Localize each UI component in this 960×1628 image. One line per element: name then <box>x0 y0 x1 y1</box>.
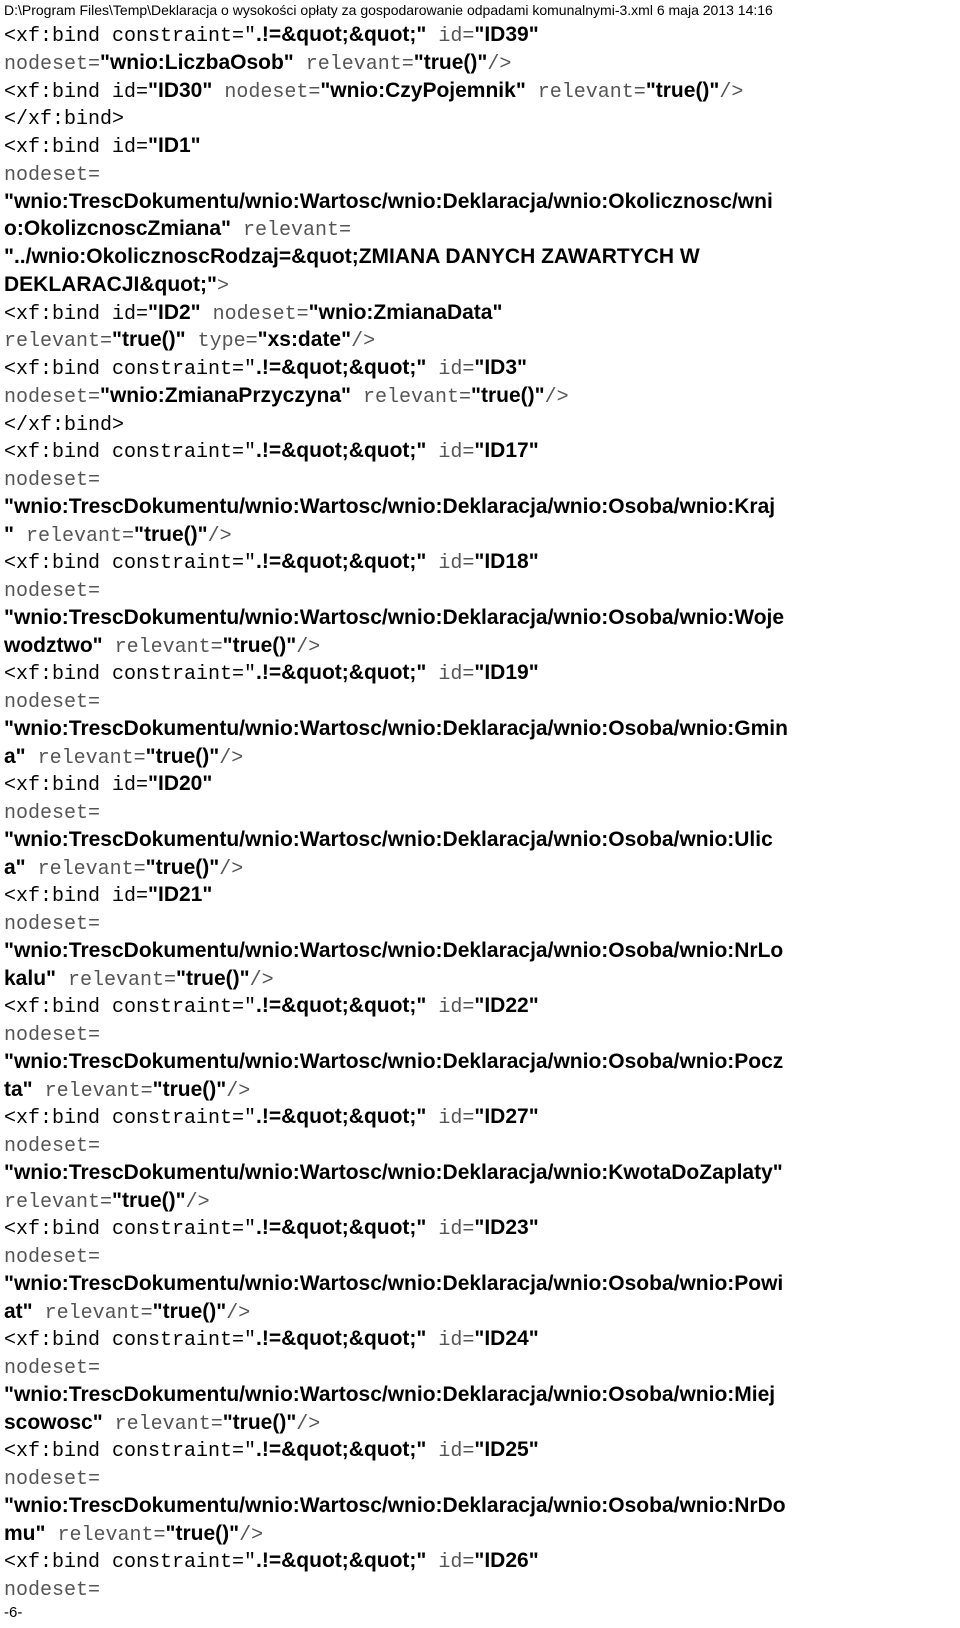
code-markup: relevant= <box>293 52 414 76</box>
code-line <box>4 1547 954 1575</box>
code-line <box>4 992 954 1020</box>
code-value: mu" <box>4 1521 46 1545</box>
code-line <box>4 770 954 798</box>
code-value: "wnio:TrescDokumentu/wnio:Wartosc/wnio:Deklaracja/wnio:Osoba/wnio:NrDo <box>4 1493 786 1517</box>
code-value: "ID39" <box>474 23 539 46</box>
code-value: "wnio:ZmianaData" <box>308 300 503 324</box>
code-value: "true()" <box>645 78 720 102</box>
code-line <box>4 909 954 937</box>
code-value: .!=&quot;&quot;" <box>256 994 427 1018</box>
code-value: "ID25" <box>474 1438 539 1462</box>
code-markup: nodeset= <box>4 1024 101 1047</box>
code-line <box>4 1353 954 1381</box>
code-markup: <xf:bind id= <box>4 885 149 909</box>
code-markup: /> <box>185 1190 210 1214</box>
code-value: "ID2" <box>148 300 201 324</box>
code-markup: relevant= <box>25 746 146 770</box>
code-markup: <xf:bind constraint=" <box>4 1329 257 1353</box>
code-line <box>4 49 954 77</box>
code-value: "wnio:LiczbaOsob" <box>100 50 294 74</box>
code-line <box>4 1520 954 1548</box>
code-markup: nodeset= <box>212 80 321 104</box>
code-value: "wnio:ZmianaPrzyczyna" <box>100 383 351 407</box>
code-line <box>4 465 954 493</box>
code-line <box>4 1298 954 1326</box>
code-value: o:OkolizcnoscZmiana" <box>4 217 232 241</box>
code-markup: nodeset= <box>4 163 101 187</box>
code-value: .!=&quot;&quot;" <box>256 661 427 685</box>
code-markup: id= <box>426 1218 475 1242</box>
code-line <box>4 715 954 743</box>
code-value: .!=&quot;&quot;" <box>256 1216 427 1240</box>
code-markup: <xf:bind constraint=" <box>4 1440 257 1464</box>
code-markup: relevant= <box>13 524 134 548</box>
code-line <box>4 548 954 576</box>
code-value: .!=&quot;&quot;" <box>256 23 427 46</box>
code-line <box>4 1409 954 1437</box>
code-markup: relevant= <box>102 635 223 659</box>
code-line <box>4 271 954 299</box>
code-value: "wnio:TrescDokumentu/wnio:Wartosc/wnio:Deklaracja/wnio:Osoba/wnio:Powi <box>4 1271 784 1295</box>
code-value: "wnio:TrescDokumentu/wnio:Wartosc/wnio:Deklaracja/wnio:Osoba/wnio:Gmin <box>4 716 788 740</box>
code-markup: </xf:bind> <box>4 108 125 132</box>
code-value: "ID20" <box>148 772 213 796</box>
code-line <box>4 1464 954 1492</box>
code-line <box>4 326 954 354</box>
code-line <box>4 854 954 882</box>
code-line <box>4 104 954 132</box>
code-markup: nodeset= <box>4 802 101 825</box>
code-line <box>4 1159 954 1187</box>
code-markup: </xf:bind> <box>4 413 125 437</box>
code-markup: relevant= <box>351 385 472 409</box>
code-value: "wnio:TrescDokumentu/wnio:Wartosc/wnio:Deklaracja/wnio:Osoba/wnio:Woje <box>4 605 785 629</box>
code-value: "wnio:TrescDokumentu/wnio:Wartosc/wnio:Deklaracja/wnio:Osoba/wnio:Miej <box>4 1382 776 1406</box>
code-line <box>4 132 954 160</box>
xml-code-listing <box>4 21 954 1603</box>
code-value: .!=&quot;&quot;" <box>256 356 427 379</box>
code-line <box>4 881 954 909</box>
code-markup: /> <box>219 746 244 770</box>
code-value: "true()" <box>176 966 250 990</box>
code-markup: relevant= <box>525 80 646 104</box>
code-value: .!=&quot;&quot;" <box>256 1327 427 1351</box>
code-value: "true()" <box>222 633 297 657</box>
code-line <box>4 243 954 271</box>
code-value: a" <box>4 855 26 879</box>
code-markup: /> <box>249 968 274 992</box>
code-line <box>4 1214 954 1242</box>
code-markup: <xf:bind id= <box>4 136 149 159</box>
code-line <box>4 687 954 715</box>
code-markup: id= <box>426 441 475 465</box>
code-markup: <xf:bind id= <box>4 80 149 104</box>
code-markup: <xf:bind constraint=" <box>4 663 257 687</box>
code-markup: id= <box>426 552 475 576</box>
code-markup: nodeset= <box>4 691 101 714</box>
code-line <box>4 798 954 826</box>
code-value: "true()" <box>471 383 545 407</box>
code-markup: <xf:bind constraint=" <box>4 1107 257 1131</box>
code-line <box>4 382 954 410</box>
code-markup: id= <box>426 1551 475 1575</box>
code-value: "wnio:TrescDokumentu/wnio:Wartosc/wnio:Deklaracja/wnio:Osoba/wnio:Pocz <box>4 1049 784 1073</box>
code-markup: /> <box>351 330 376 354</box>
code-markup: id= <box>426 25 475 48</box>
code-markup: <xf:bind constraint=" <box>4 441 257 465</box>
code-line <box>4 521 954 549</box>
code-value: .!=&quot;&quot;" <box>256 550 427 574</box>
code-value: wodztwo" <box>4 633 103 657</box>
code-markup: id= <box>426 996 475 1020</box>
code-line <box>4 493 954 521</box>
code-line <box>4 160 954 188</box>
code-value: "true()" <box>112 1188 186 1212</box>
code-markup: /> <box>719 80 744 104</box>
code-line <box>4 1270 954 1298</box>
code-markup: relevant= <box>32 1079 153 1103</box>
code-line <box>4 437 954 465</box>
code-value: a" <box>4 744 26 768</box>
code-markup: nodeset= <box>4 1579 101 1602</box>
code-line <box>4 1048 954 1076</box>
code-value: "true()" <box>112 328 186 352</box>
code-line <box>4 826 954 854</box>
code-markup: relevant= <box>32 1301 153 1325</box>
code-line <box>4 659 954 687</box>
code-value: "ID21" <box>148 883 213 907</box>
code-value: "ID27" <box>474 1105 539 1129</box>
code-value: " <box>4 522 14 546</box>
code-markup: relevant= <box>4 1190 113 1214</box>
code-markup: <xf:bind id= <box>4 302 149 326</box>
code-value: .!=&quot;&quot;" <box>256 1105 427 1129</box>
code-line <box>4 1131 954 1159</box>
code-markup: id= <box>426 1107 475 1131</box>
code-markup: relevant= <box>4 330 113 354</box>
code-markup: nodeset= <box>4 580 101 603</box>
code-value: DEKLARACJI&quot;" <box>4 272 217 296</box>
code-value: "ID30" <box>148 78 213 102</box>
code-markup: <xf:bind constraint=" <box>4 1551 257 1575</box>
code-markup: /> <box>487 52 512 76</box>
code-markup: id= <box>426 358 475 381</box>
code-value: "ID24" <box>474 1327 539 1351</box>
code-value: "ID22" <box>474 994 539 1018</box>
code-markup: > <box>216 274 229 298</box>
code-line <box>4 937 954 965</box>
code-markup: /> <box>544 385 569 409</box>
code-line <box>4 1325 954 1353</box>
code-markup: <xf:bind constraint=" <box>4 358 257 381</box>
code-markup: /> <box>219 857 244 881</box>
code-markup: <xf:bind id= <box>4 774 149 798</box>
code-value: "ID23" <box>474 1216 539 1240</box>
code-value: "true()" <box>145 855 220 879</box>
code-value: "ID1" <box>148 134 201 157</box>
code-value: "true()" <box>165 1521 240 1545</box>
code-line <box>4 632 954 660</box>
code-line <box>4 743 954 771</box>
code-markup: nodeset= <box>4 1246 101 1269</box>
code-value: "ID19" <box>474 661 539 685</box>
code-markup: /> <box>226 1301 251 1325</box>
code-markup: /> <box>296 635 321 659</box>
code-value: "../wnio:OkolicznoscRodzaj=&quot;ZMIANA DANYCH ZAWARTYCH W <box>4 245 700 268</box>
code-value: "true()" <box>413 50 488 74</box>
code-line <box>4 1575 954 1603</box>
code-markup: <xf:bind constraint=" <box>4 552 257 576</box>
code-value: "ID3" <box>474 356 527 379</box>
document-header: D:\Program Files\Temp\Deklaracja o wysokości opłaty za gospodarowanie odpadami komunalnymi-3.xml 6 maja 2013 14:16 <box>4 2 773 18</box>
code-value: at" <box>4 1299 33 1323</box>
code-markup: /> <box>296 1412 321 1436</box>
code-markup: <xf:bind constraint=" <box>4 1218 257 1242</box>
code-markup: /> <box>207 524 232 548</box>
code-markup: nodeset= <box>4 52 101 76</box>
code-markup: id= <box>426 1440 475 1464</box>
code-markup: relevant= <box>55 968 177 992</box>
code-line <box>4 1020 954 1048</box>
code-markup: relevant= <box>102 1412 223 1436</box>
code-markup: relevant= <box>25 857 146 881</box>
code-value: "wnio:TrescDokumentu/wnio:Wartosc/wnio:Deklaracja/wnio:Osoba/wnio:NrLo <box>4 938 784 962</box>
code-value: "ID17" <box>474 439 539 463</box>
code-line <box>4 410 954 438</box>
code-markup: nodeset= <box>4 1135 101 1158</box>
code-value: kalu" <box>4 966 56 990</box>
code-markup: nodeset= <box>4 385 101 409</box>
code-line <box>4 604 954 632</box>
code-line <box>4 21 954 49</box>
code-line <box>4 1076 954 1104</box>
code-markup: id= <box>426 663 475 687</box>
code-value: "ID26" <box>474 1549 539 1573</box>
code-line <box>4 1187 954 1215</box>
code-markup: /> <box>226 1079 251 1103</box>
code-value: "wnio:TrescDokumentu/wnio:Wartosc/wnio:Deklaracja/wnio:Okolicznosc/wni <box>4 189 773 213</box>
code-markup: <xf:bind constraint=" <box>4 25 257 48</box>
code-markup: relevant= <box>45 1523 166 1547</box>
code-markup: type= <box>185 330 258 354</box>
code-line <box>4 1492 954 1520</box>
code-markup: <xf:bind constraint=" <box>4 996 257 1020</box>
code-line <box>4 354 954 382</box>
code-markup: /> <box>239 1523 264 1547</box>
code-markup: relevant= <box>231 219 352 243</box>
code-markup: nodeset= <box>200 302 309 326</box>
code-value: "true()" <box>152 1077 227 1101</box>
code-markup: nodeset= <box>4 469 101 492</box>
code-line <box>4 1242 954 1270</box>
code-value: .!=&quot;&quot;" <box>256 1549 427 1573</box>
page-number: -6- <box>4 1604 23 1621</box>
code-value: "wnio:TrescDokumentu/wnio:Wartosc/wnio:Deklaracja/wnio:Osoba/wnio:Ulic <box>4 827 773 851</box>
code-line <box>4 576 954 604</box>
code-markup: nodeset= <box>4 1357 101 1380</box>
code-value: "wnio:CzyPojemnik" <box>320 78 526 102</box>
code-markup: id= <box>426 1329 475 1353</box>
code-line <box>4 299 954 327</box>
code-markup: nodeset= <box>4 913 101 936</box>
code-value: "wnio:TrescDokumentu/wnio:Wartosc/wnio:Deklaracja/wnio:Osoba/wnio:Kraj <box>4 494 776 518</box>
code-line <box>4 1381 954 1409</box>
code-value: "true()" <box>145 744 220 768</box>
code-value: "true()" <box>134 522 208 546</box>
code-value: scowosc" <box>4 1410 103 1434</box>
code-value: "xs:date" <box>257 328 352 352</box>
code-value: "ID18" <box>474 550 539 574</box>
code-value: "true()" <box>222 1410 297 1434</box>
code-value: .!=&quot;&quot;" <box>256 1438 427 1462</box>
code-line <box>4 965 954 993</box>
code-line <box>4 77 954 105</box>
code-value: "true()" <box>152 1299 227 1323</box>
code-line <box>4 1436 954 1464</box>
code-value: .!=&quot;&quot;" <box>256 439 427 463</box>
code-line <box>4 1103 954 1131</box>
code-value: "wnio:TrescDokumentu/wnio:Wartosc/wnio:Deklaracja/wnio:KwotaDoZaplaty" <box>4 1160 783 1184</box>
code-value: ta" <box>4 1077 33 1101</box>
code-markup: nodeset= <box>4 1468 101 1491</box>
code-line <box>4 215 954 243</box>
code-line <box>4 188 954 216</box>
